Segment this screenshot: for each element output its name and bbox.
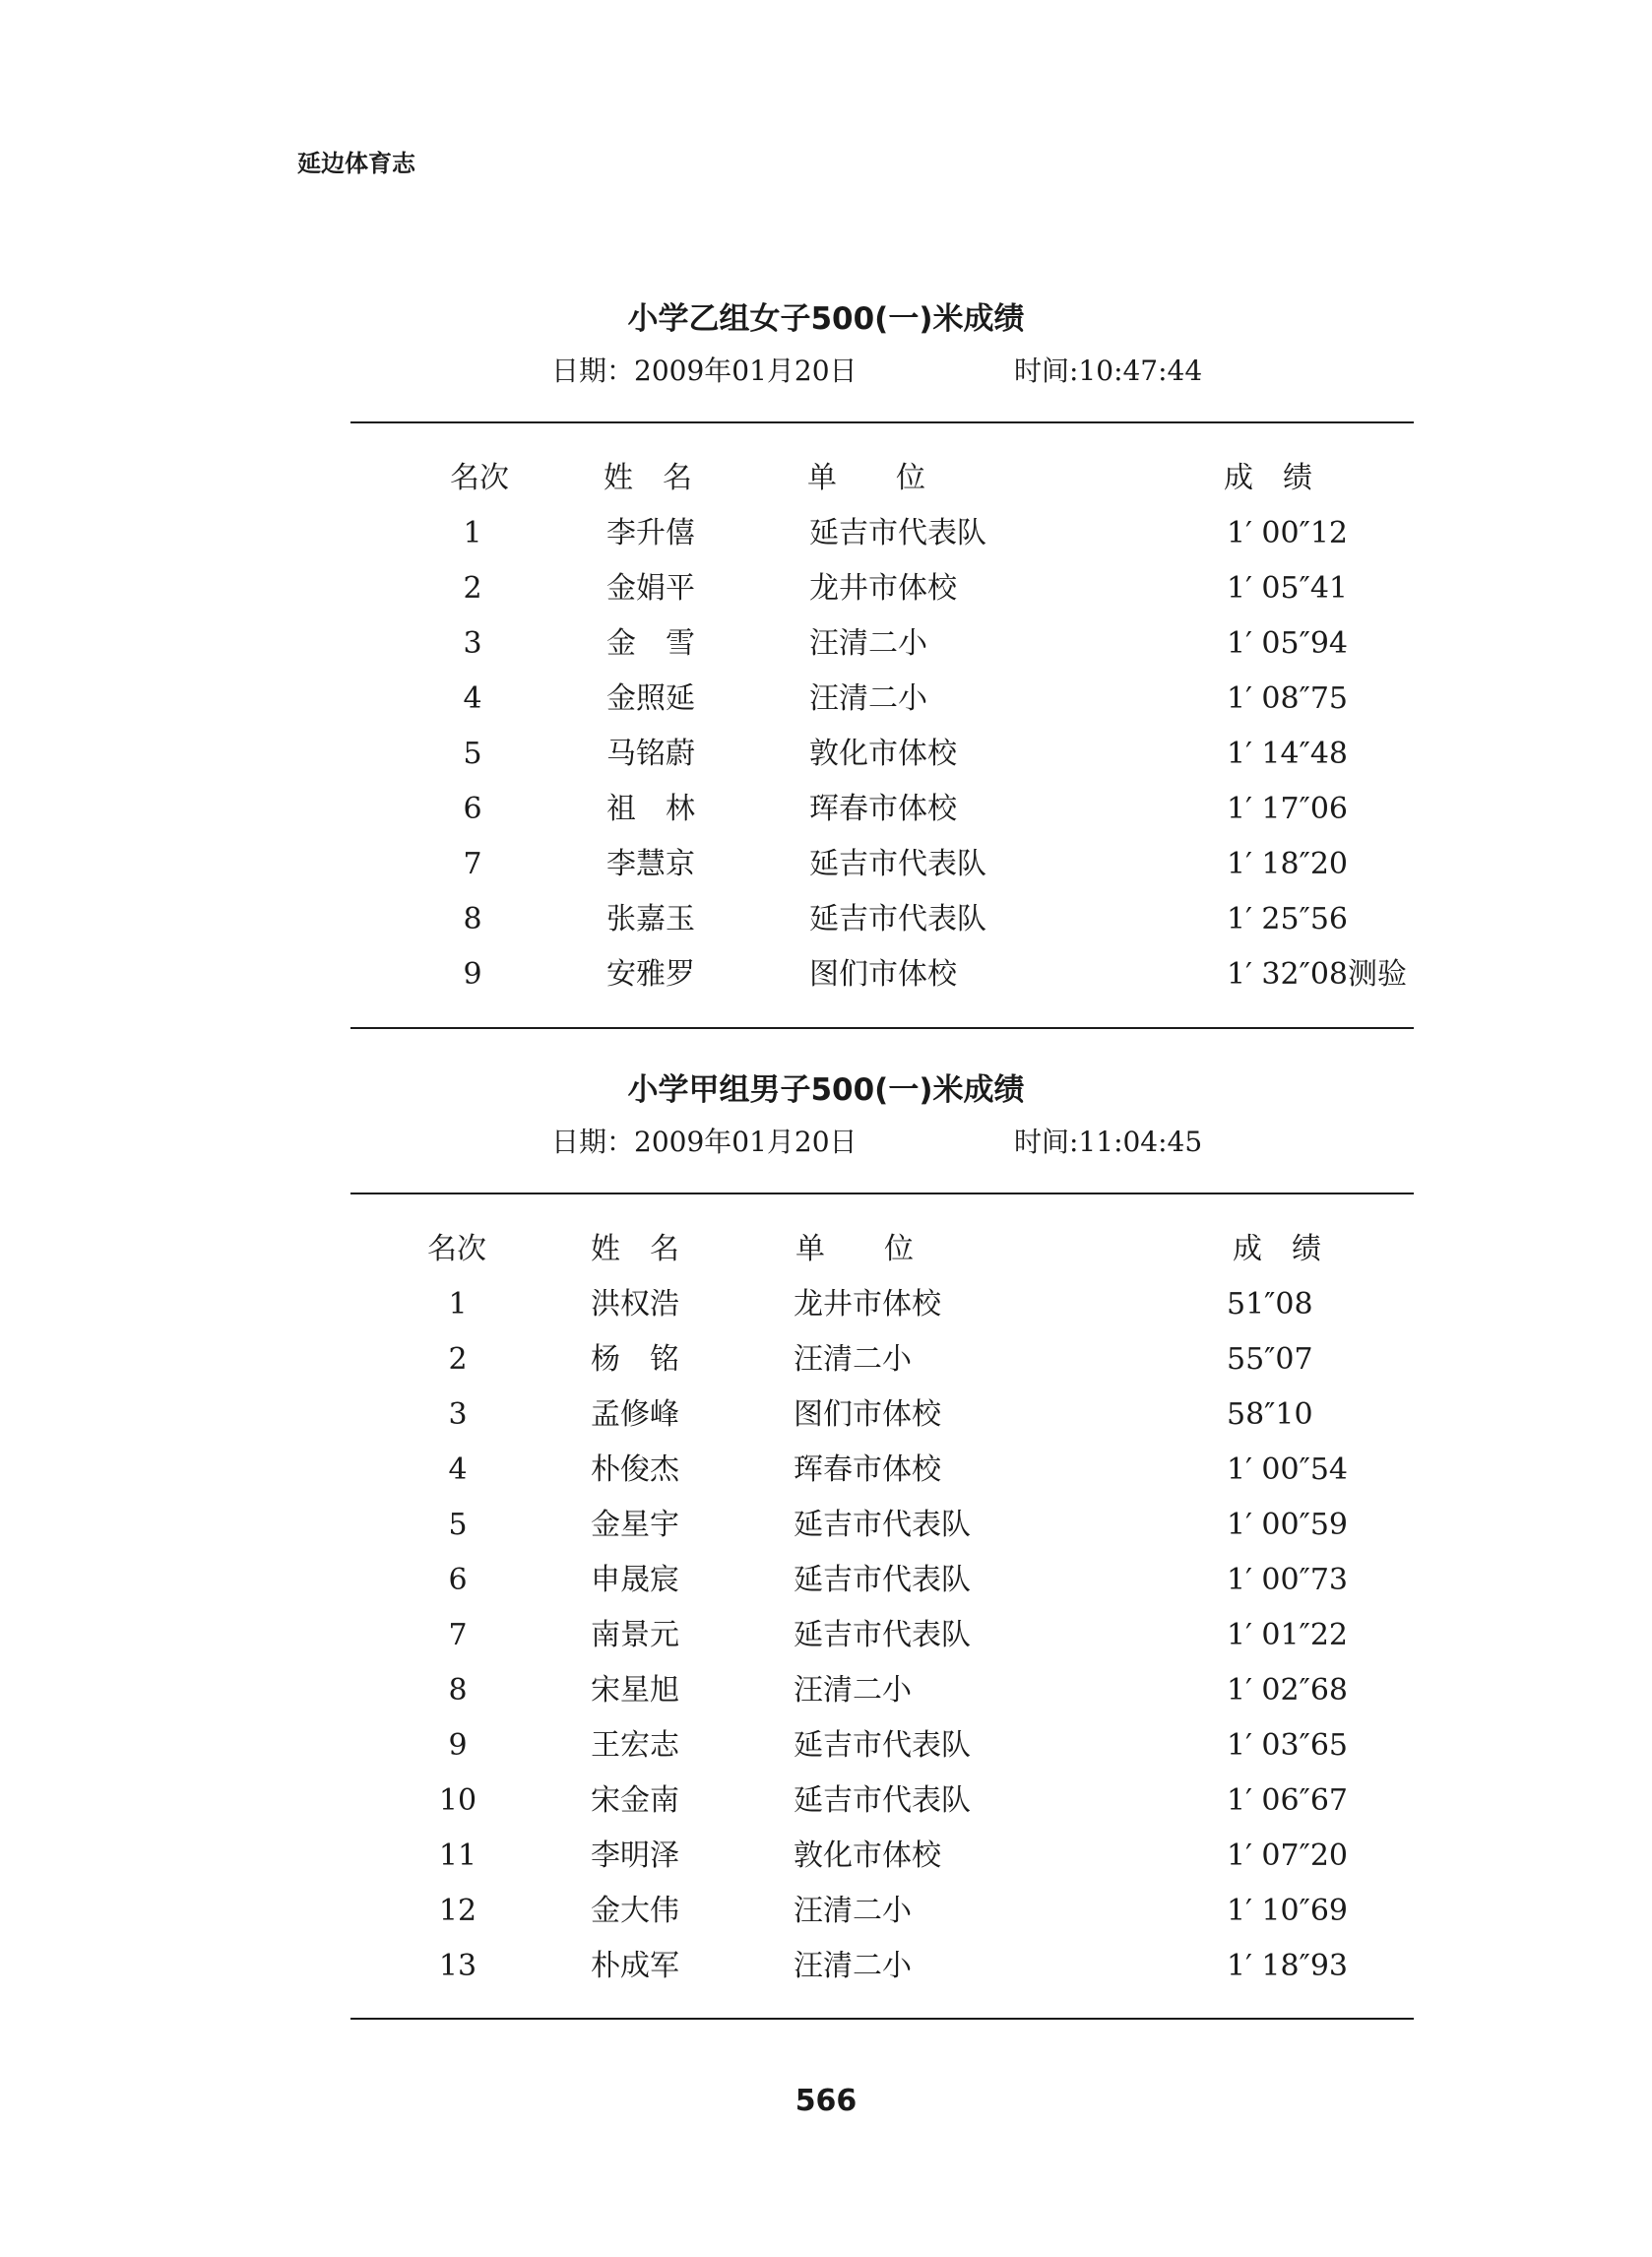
- table-top-rule: [350, 1193, 1414, 1194]
- row-name: 宋星旭: [591, 1673, 679, 1708]
- row-name: 金 雪: [606, 626, 695, 661]
- row-rank: 11: [438, 1838, 477, 1873]
- row-rank: 7: [463, 847, 482, 881]
- row-name: 金照延: [606, 681, 695, 716]
- table-row: [0, 1718, 1652, 1773]
- row-name: 马铭蔚: [606, 737, 695, 771]
- row-rank: 6: [448, 1563, 468, 1597]
- table-row: [0, 1939, 1652, 1994]
- row-name: 金大伟: [591, 1894, 679, 1928]
- table-row: [0, 1608, 1652, 1663]
- row-name: 南景元: [591, 1618, 679, 1652]
- row-unit: 敦化市体校: [809, 737, 957, 771]
- row-result: 1′ 01″22: [1227, 1618, 1348, 1652]
- row-name: 张嘉玉: [606, 902, 695, 936]
- row-result: 1′ 08″75: [1227, 681, 1348, 716]
- row-rank: 8: [463, 902, 482, 936]
- row-name: 李慧京: [606, 847, 695, 881]
- row-unit: 龙井市体校: [794, 1287, 941, 1322]
- row-unit: 延吉市代表队: [794, 1563, 971, 1597]
- row-result: 1′ 02″68: [1227, 1673, 1348, 1708]
- table-row: [0, 1332, 1652, 1387]
- row-unit: 延吉市代表队: [794, 1618, 971, 1652]
- table-time: 时间:11:04:45: [1014, 1126, 1203, 1158]
- row-unit: 汪清二小: [794, 1894, 912, 1928]
- row-name: 孟修峰: [591, 1397, 679, 1432]
- row-rank: 1: [463, 516, 482, 550]
- table-row: [0, 1498, 1652, 1553]
- row-unit: 延吉市代表队: [809, 516, 986, 550]
- row-name: 王宏志: [591, 1728, 679, 1763]
- row-unit: 珲春市体校: [794, 1452, 941, 1487]
- table-row: [0, 1773, 1652, 1829]
- row-unit: 延吉市代表队: [794, 1728, 971, 1763]
- header-name: 姓 名: [591, 1232, 679, 1266]
- page-number: 566: [794, 2084, 858, 2118]
- row-result: 1′ 18″20: [1227, 847, 1348, 881]
- table-row: [0, 1553, 1652, 1608]
- row-name: 金星宇: [591, 1508, 679, 1542]
- row-result: 55″07: [1227, 1342, 1313, 1377]
- table-row: [0, 782, 1652, 837]
- row-result: 1′ 00″59: [1227, 1508, 1348, 1542]
- row-rank: 7: [448, 1618, 468, 1652]
- table-row: [0, 1663, 1652, 1718]
- row-rank: 5: [448, 1508, 468, 1542]
- row-unit: 汪清二小: [794, 1342, 912, 1377]
- header-unit: 单 位: [795, 1232, 914, 1266]
- table-row: [0, 1443, 1652, 1498]
- row-name: 祖 林: [606, 792, 695, 826]
- table-bottom-rule: [350, 2018, 1414, 2020]
- header-unit: 单 位: [807, 461, 925, 495]
- table-row: [0, 1829, 1652, 1884]
- row-unit: 汪清二小: [809, 681, 927, 716]
- header-result: 成 绩: [1224, 461, 1312, 495]
- row-rank: 2: [463, 571, 482, 606]
- row-name: 朴俊杰: [591, 1452, 679, 1487]
- row-result: 58″10: [1227, 1397, 1313, 1432]
- row-result: 1′ 32″08测验: [1227, 957, 1407, 992]
- row-unit: 汪清二小: [809, 626, 927, 661]
- row-unit: 延吉市代表队: [809, 902, 986, 936]
- row-result: 1′ 00″54: [1227, 1452, 1348, 1487]
- row-name: 宋金南: [591, 1783, 679, 1818]
- row-rank: 4: [448, 1452, 468, 1487]
- row-result: 1′ 17″06: [1227, 792, 1348, 826]
- table-row: [0, 892, 1652, 947]
- table-row: [0, 506, 1652, 561]
- row-name: 金娟平: [606, 571, 695, 606]
- row-result: 1′ 10″69: [1227, 1894, 1348, 1928]
- table-bottom-rule: [350, 1027, 1414, 1029]
- row-unit: 延吉市代表队: [794, 1508, 971, 1542]
- row-result: 1′ 03″65: [1227, 1728, 1348, 1763]
- row-rank: 12: [438, 1894, 477, 1928]
- table-row: [0, 672, 1652, 727]
- table-title: 小学乙组女子500(一)米成绩: [627, 301, 1025, 337]
- row-rank: 9: [463, 957, 482, 992]
- row-unit: 图们市体校: [809, 957, 957, 992]
- row-result: 1′ 25″56: [1227, 902, 1348, 936]
- table-row: [0, 561, 1652, 616]
- header-rank: 名次: [450, 461, 509, 495]
- row-result: 1′ 00″73: [1227, 1563, 1348, 1597]
- row-name: 杨 铭: [591, 1342, 679, 1377]
- row-rank: 3: [463, 626, 482, 661]
- row-result: 1′ 00″12: [1227, 516, 1348, 550]
- table-row: [0, 727, 1652, 782]
- row-result: 1′ 14″48: [1227, 737, 1348, 771]
- table-time: 时间:10:47:44: [1014, 355, 1203, 387]
- table-title: 小学甲组男子500(一)米成绩: [627, 1072, 1025, 1108]
- table-row: [0, 1884, 1652, 1939]
- row-name: 安雅罗: [606, 957, 695, 992]
- row-unit: 珲春市体校: [809, 792, 957, 826]
- table-row: [0, 616, 1652, 672]
- row-rank: 13: [438, 1949, 477, 1983]
- row-unit: 延吉市代表队: [794, 1783, 971, 1818]
- row-name: 洪权浩: [591, 1287, 679, 1322]
- header-rank: 名次: [427, 1232, 486, 1266]
- row-unit: 敦化市体校: [794, 1838, 941, 1873]
- table-header-row: [0, 451, 1652, 506]
- row-rank: 10: [438, 1783, 477, 1818]
- row-rank: 4: [463, 681, 482, 716]
- row-result: 1′ 18″93: [1227, 1949, 1348, 1983]
- row-rank: 5: [463, 737, 482, 771]
- table-top-rule: [350, 421, 1414, 423]
- row-unit: 延吉市代表队: [809, 847, 986, 881]
- row-name: 申晟宸: [591, 1563, 679, 1597]
- table-row: [0, 1387, 1652, 1443]
- row-result: 1′ 05″41: [1227, 571, 1348, 606]
- running-header: 延边体育志: [297, 150, 415, 177]
- row-name: 朴成军: [591, 1949, 679, 1983]
- row-result: 1′ 05″94: [1227, 626, 1348, 661]
- table-row: [0, 1277, 1652, 1332]
- row-unit: 汪清二小: [794, 1949, 912, 1983]
- row-rank: 1: [448, 1287, 468, 1322]
- table-row: [0, 837, 1652, 892]
- row-result: 1′ 06″67: [1227, 1783, 1348, 1818]
- row-rank: 9: [448, 1728, 468, 1763]
- row-name: 李升僖: [606, 516, 695, 550]
- row-rank: 6: [463, 792, 482, 826]
- row-name: 李明泽: [591, 1838, 679, 1873]
- row-result: 1′ 07″20: [1227, 1838, 1348, 1873]
- header-result: 成 绩: [1233, 1232, 1321, 1266]
- row-unit: 图们市体校: [794, 1397, 941, 1432]
- row-rank: 8: [448, 1673, 468, 1708]
- row-unit: 汪清二小: [794, 1673, 912, 1708]
- row-rank: 3: [448, 1397, 468, 1432]
- table-date: 日期：2009年01月20日: [551, 1126, 858, 1158]
- header-name: 姓 名: [604, 461, 692, 495]
- row-unit: 龙井市体校: [809, 571, 957, 606]
- table-row: [0, 947, 1652, 1002]
- table-date: 日期：2009年01月20日: [551, 355, 858, 387]
- table-header-row: [0, 1222, 1652, 1277]
- row-result: 51″08: [1227, 1287, 1313, 1322]
- row-rank: 2: [448, 1342, 468, 1377]
